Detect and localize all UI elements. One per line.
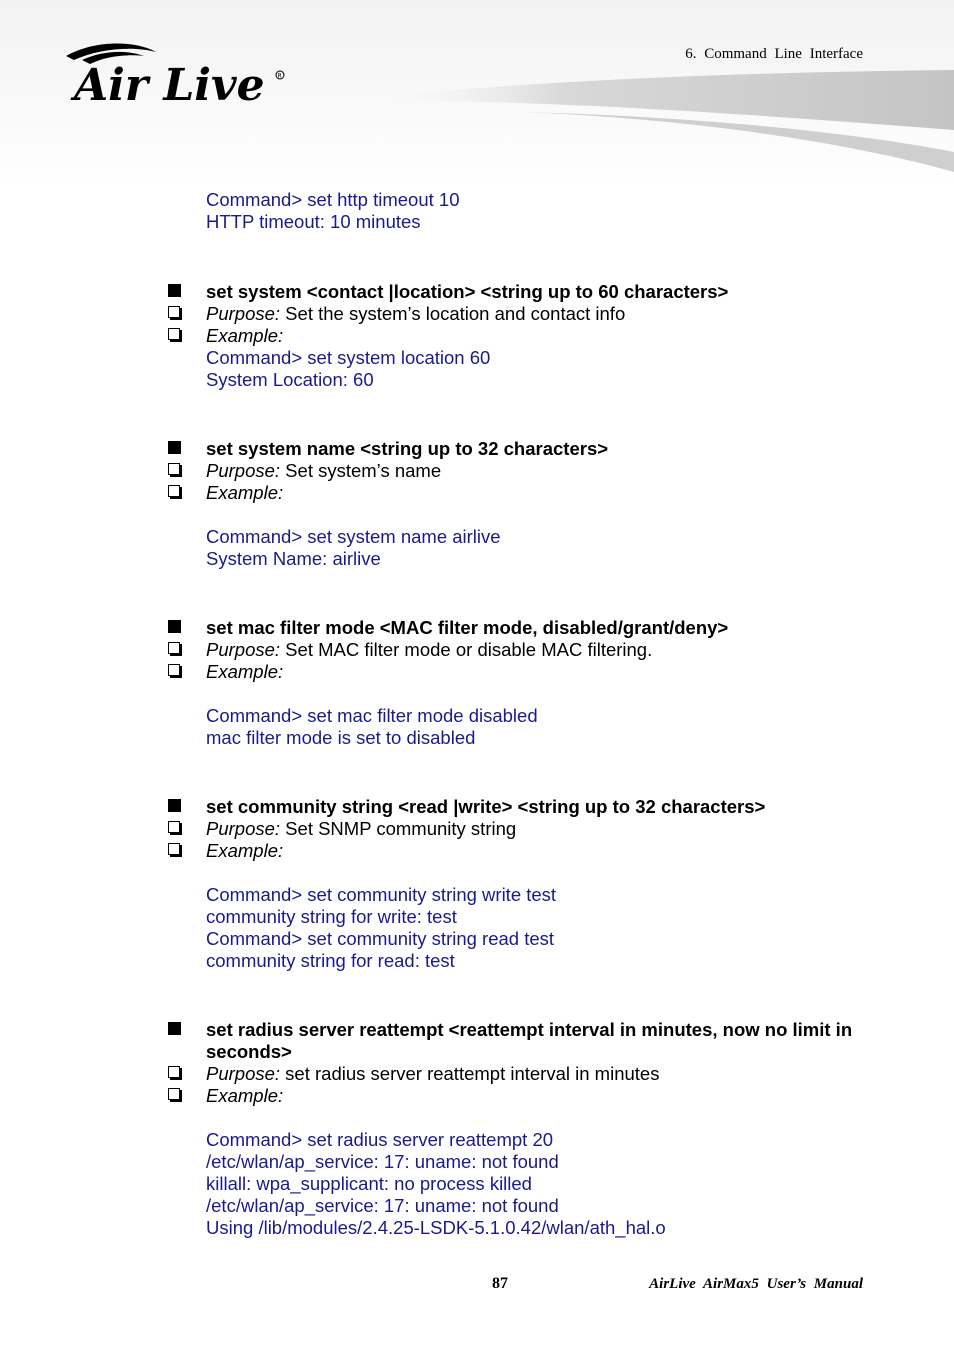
example-label: Example: [206, 1085, 284, 1106]
purpose-text: set radius server reattempt interval in minutes [280, 1063, 660, 1084]
purpose-text: Set the system’s location and contact info [280, 303, 626, 324]
square-bullet-icon [168, 620, 181, 633]
example-line: System Name: airlive [206, 548, 381, 569]
checkbox-bullet-icon [168, 1066, 180, 1078]
example-label: Example: [206, 661, 284, 682]
example-line: killall: wpa_supplicant: no process killed [206, 1173, 532, 1194]
svg-text:R: R [277, 72, 282, 80]
purpose-line [206, 818, 516, 840]
square-bullet-icon [168, 799, 181, 812]
example-label: Example: [206, 482, 284, 503]
checkbox-bullet-icon [168, 821, 180, 833]
checkbox-bullet-icon [168, 328, 180, 340]
command-title: set radius server reattempt <reattempt interval in minutes, now no limit in seconds> [206, 1019, 853, 1062]
example-line: /etc/wlan/ap_service: 17: uname: not found [206, 1151, 559, 1172]
example-line: /etc/wlan/ap_service: 17: uname: not found [206, 1195, 559, 1216]
logo-text: Air Live [74, 60, 265, 106]
checkbox-bullet-icon [168, 1088, 180, 1100]
example-line: Using /lib/modules/2.4.25-LSDK-5.1.0.42/wlan/ath_hal.o [206, 1217, 666, 1238]
purpose-line [206, 639, 652, 661]
command-title: set mac filter mode <MAC filter mode, disabled/grant/deny> [206, 617, 729, 638]
example-line: Command> set community string read test [206, 928, 555, 949]
example-line: Command> set http timeout 10 [206, 189, 460, 210]
purpose-label: Purpose: [206, 818, 281, 839]
command-title: set community string <read |write> <string up to 32 characters> [206, 796, 766, 817]
example-line: HTTP timeout: 10 minutes [206, 211, 421, 232]
square-bullet-icon [168, 1022, 181, 1035]
manual-title: AirLive AirMax5 User’s Manual [649, 1276, 863, 1292]
checkbox-bullet-icon [168, 463, 180, 475]
airlive-logo [64, 42, 294, 106]
example-line: Command> set community string write test [206, 884, 557, 905]
example-line: community string for read: test [206, 950, 455, 971]
purpose-line [206, 460, 441, 482]
example-line: Command> set system location 60 [206, 347, 491, 368]
example-line: mac filter mode is set to disabled [206, 727, 476, 748]
example-line: System Location: 60 [206, 369, 374, 390]
checkbox-bullet-icon [168, 642, 180, 654]
purpose-text: Set MAC filter mode or disable MAC filtering. [280, 639, 653, 660]
purpose-label: Purpose: [206, 460, 281, 481]
example-line: Command> set system name airlive [206, 526, 501, 547]
checkbox-bullet-icon [168, 843, 180, 855]
command-title: set system <contact |location> <string up to 60 characters> [206, 281, 729, 302]
chapter-heading: 6. Command Line Interface [685, 46, 863, 62]
square-bullet-icon [168, 284, 181, 297]
purpose-label: Purpose: [206, 303, 281, 324]
square-bullet-icon [168, 441, 181, 454]
page-number: 87 [492, 1275, 508, 1292]
purpose-text: Set system’s name [280, 460, 442, 481]
purpose-line [206, 303, 625, 325]
checkbox-bullet-icon [168, 664, 180, 676]
command-title: set system name <string up to 32 characters> [206, 438, 609, 459]
example-label: Example: [206, 840, 284, 861]
example-label: Example: [206, 325, 284, 346]
checkbox-bullet-icon [168, 306, 180, 318]
purpose-line [206, 1063, 659, 1085]
purpose-label: Purpose: [206, 639, 281, 660]
purpose-text: Set SNMP community string [280, 818, 517, 839]
example-line: Command> set mac filter mode disabled [206, 705, 538, 726]
example-line: community string for write: test [206, 906, 457, 927]
checkbox-bullet-icon [168, 485, 180, 497]
purpose-label: Purpose: [206, 1063, 281, 1084]
example-line: Command> set radius server reattempt 20 [206, 1129, 554, 1150]
